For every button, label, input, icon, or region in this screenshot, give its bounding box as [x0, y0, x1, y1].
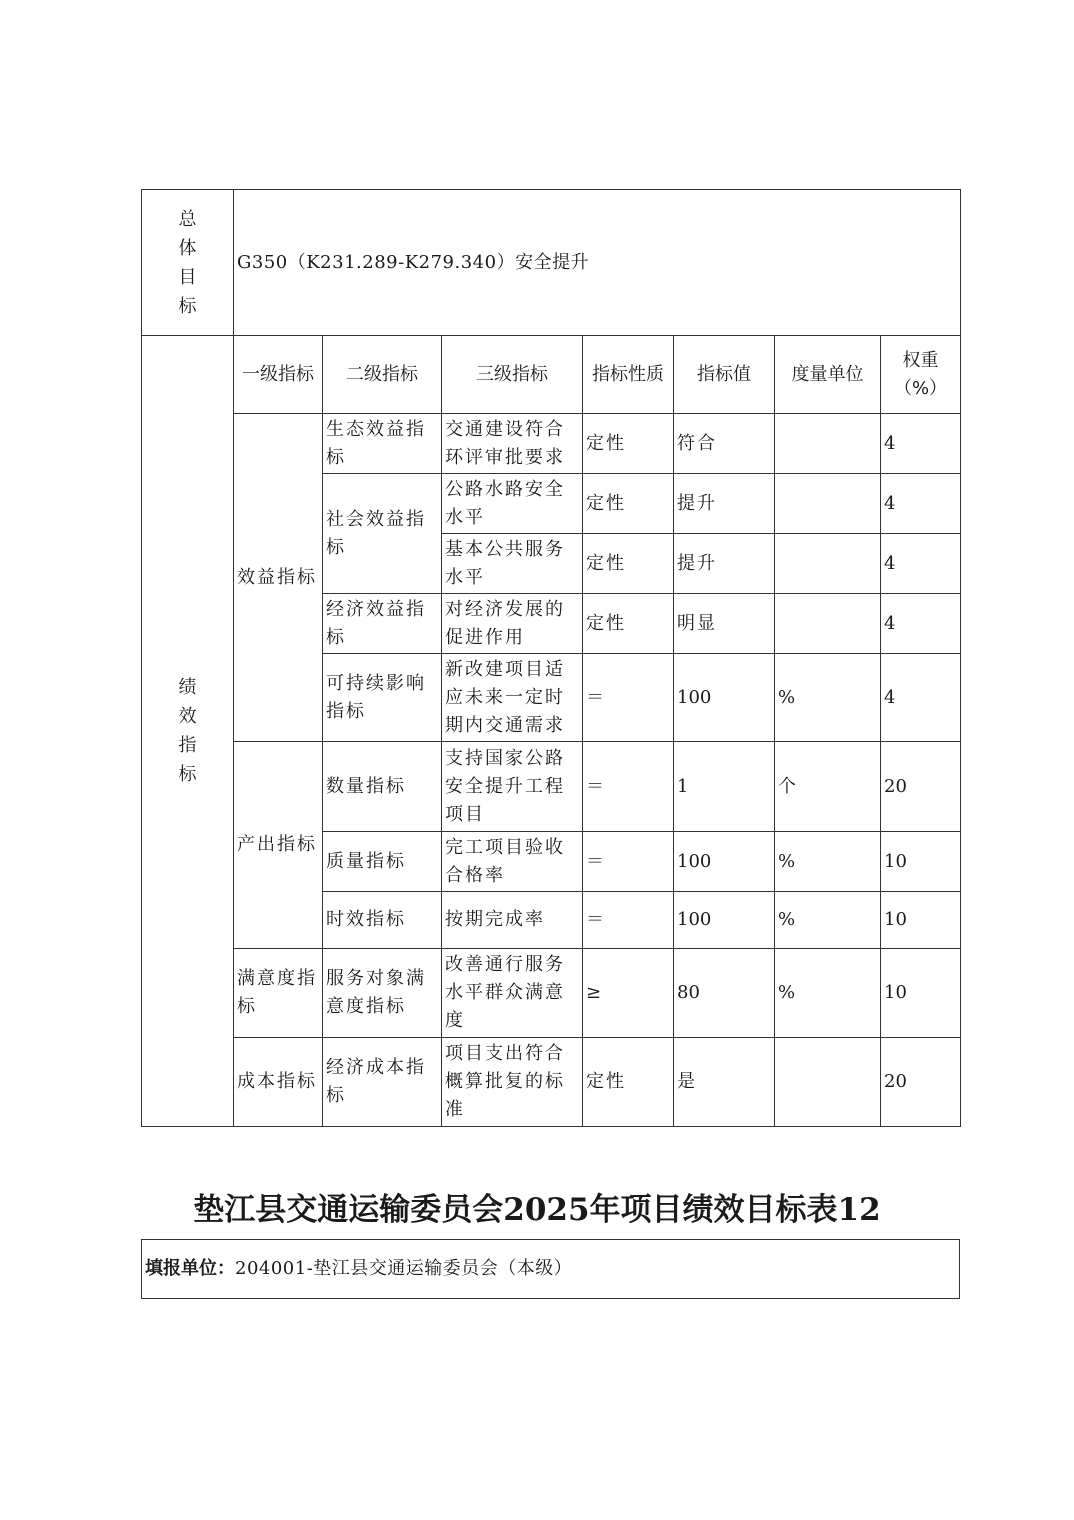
- goal-label: 总体目标: [178, 208, 197, 317]
- nature-cell: ＝: [583, 654, 674, 742]
- weight-cell: 20: [881, 742, 961, 832]
- value-cell: 提升: [674, 534, 775, 594]
- nature-cell: ＝: [583, 892, 674, 949]
- header-level3: 三级指标: [442, 336, 583, 414]
- header-level1: 一级指标: [234, 336, 323, 414]
- unit-cell: %: [775, 949, 881, 1038]
- nature-cell: ＝: [583, 742, 674, 832]
- level2-cell: 生态效益指标: [323, 414, 442, 474]
- level2-cell: 经济成本指标: [323, 1038, 442, 1127]
- level2-cell: 社会效益指标: [323, 474, 442, 594]
- level3-cell: 按期完成率: [442, 892, 583, 949]
- level3-cell: 交通建设符合环评审批要求: [442, 414, 583, 474]
- header-nature: 指标性质: [583, 336, 674, 414]
- level3-cell: 改善通行服务水平群众满意度: [442, 949, 583, 1038]
- level1-cell: 满意度指标: [234, 949, 323, 1038]
- document-title: 垫江县交通运输委员会2025年项目绩效目标表12: [193, 1192, 881, 1228]
- table-row: [142, 414, 961, 474]
- level3-cell: 新改建项目适应未来一定时期内交通需求: [442, 654, 583, 742]
- unit-cell: %: [775, 892, 881, 949]
- level1-cell: 效益指标: [234, 414, 323, 742]
- goal-row: [142, 190, 961, 336]
- level1-cell: 产出指标: [234, 742, 323, 949]
- level2-cell: 质量指标: [323, 832, 442, 892]
- header-level2: 二级指标: [323, 336, 442, 414]
- value-cell: 100: [674, 832, 775, 892]
- value-cell: 80: [674, 949, 775, 1038]
- level2-cell: 数量指标: [323, 742, 442, 832]
- weight-cell: 4: [881, 654, 961, 742]
- weight-cell: 4: [881, 474, 961, 534]
- goal-content: G350（K231.289-K279.340）安全提升: [234, 190, 961, 336]
- report-unit-cell: [142, 1240, 960, 1299]
- indicators-label: 绩效指标: [178, 677, 197, 785]
- table-row: [142, 1038, 961, 1127]
- indicators-label-cell: [142, 336, 234, 1127]
- level3-cell: 完工项目验收合格率: [442, 832, 583, 892]
- level2-cell: 服务对象满意度指标: [323, 949, 442, 1038]
- level3-cell: 基本公共服务水平: [442, 534, 583, 594]
- table-row: [142, 949, 961, 1038]
- weight-cell: 10: [881, 832, 961, 892]
- header-value: 指标值: [674, 336, 775, 414]
- nature-cell: 定性: [583, 1038, 674, 1127]
- nature-cell: 定性: [583, 414, 674, 474]
- nature-cell: ≥: [583, 949, 674, 1038]
- level2-cell: 时效指标: [323, 892, 442, 949]
- level3-cell: 支持国家公路安全提升工程项目: [442, 742, 583, 832]
- unit-cell: [775, 414, 881, 474]
- weight-cell: 20: [881, 1038, 961, 1127]
- value-cell: 1: [674, 742, 775, 832]
- value-cell: 100: [674, 892, 775, 949]
- goal-label-cell: [142, 190, 234, 336]
- report-unit-table: [141, 1239, 960, 1299]
- value-cell: 符合: [674, 414, 775, 474]
- nature-cell: 定性: [583, 534, 674, 594]
- report-unit-label: 填报单位：: [145, 1258, 235, 1279]
- header-row: [142, 336, 961, 414]
- unit-cell: [775, 594, 881, 654]
- level3-cell: 项目支出符合概算批复的标准: [442, 1038, 583, 1127]
- unit-cell: [775, 534, 881, 594]
- nature-cell: 定性: [583, 594, 674, 654]
- unit-cell: 个: [775, 742, 881, 832]
- level2-cell: 可持续影响指标: [323, 654, 442, 742]
- level1-cell: 成本指标: [234, 1038, 323, 1127]
- report-unit-value: 204001-垫江县交通运输委员会（本级）: [235, 1258, 573, 1279]
- nature-cell: ＝: [583, 832, 674, 892]
- weight-cell: 4: [881, 594, 961, 654]
- report-unit-row: [142, 1240, 960, 1299]
- value-cell: 提升: [674, 474, 775, 534]
- table-row: [142, 742, 961, 832]
- unit-cell: %: [775, 832, 881, 892]
- nature-cell: 定性: [583, 474, 674, 534]
- level3-cell: 对经济发展的促进作用: [442, 594, 583, 654]
- weight-cell: 4: [881, 534, 961, 594]
- unit-cell: %: [775, 654, 881, 742]
- weight-cell: 4: [881, 414, 961, 474]
- weight-cell: 10: [881, 949, 961, 1038]
- unit-cell: [775, 1038, 881, 1127]
- unit-cell: [775, 474, 881, 534]
- level2-cell: 经济效益指标: [323, 594, 442, 654]
- value-cell: 是: [674, 1038, 775, 1127]
- performance-target-table: [141, 189, 961, 1127]
- header-unit: 度量单位: [775, 336, 881, 414]
- header-weight: 权重（%）: [881, 336, 961, 414]
- value-cell: 100: [674, 654, 775, 742]
- weight-cell: 10: [881, 892, 961, 949]
- value-cell: 明显: [674, 594, 775, 654]
- level3-cell: 公路水路安全水平: [442, 474, 583, 534]
